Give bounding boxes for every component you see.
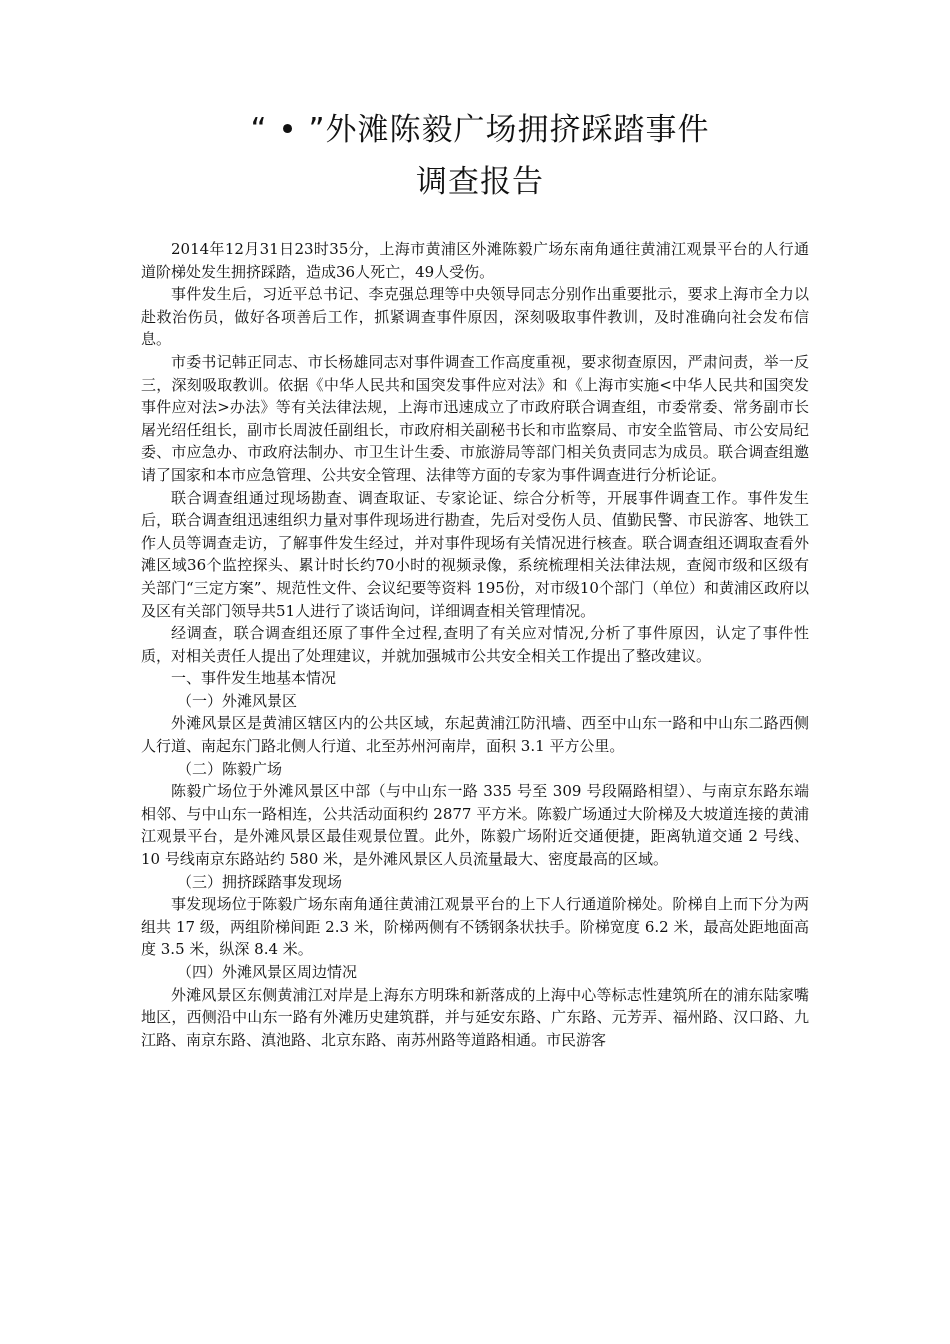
body-paragraph: 经调查，联合调查组还原了事件全过程,查明了有关应对情况,分析了事件原因，认定了事件性质，对相关责任人提出了处理建议，并就加强城市公共安全相关工作提出了整改建议。 [141,624,809,665]
subsection-heading: （一）外滩风景区 [177,691,298,710]
subsection-heading: （二）陈毅广场 [177,759,283,778]
body-paragraph: 事件发生后，习近平总书记、李克强总理等中央领导同志分别作出重要批示，要求上海市全力以赴救治伤员，做好各项善后工作，抓紧调查事件原因，深刻吸取事件教训，及时准确向社会发布信息。 [141,285,809,349]
body-paragraph: 陈毅广场位于外滩风景区中部（与中山东一路 335 号至 309 号段隔路相望）、与南京东路东端相邻、与中山东一路相连，公共活动面积约 2877 平方米。陈毅广场通过大阶梯及大坡道连接的黄浦江观景平台，是外滩风景区最佳观景位置。此外，陈毅广场附近交通便捷，距离轨道交通 2 号线、10 号线南京东路站约 580 米，是外滩风景区人员流量最大、密度最高的区域。 [141,782,809,869]
document-body [141,238,809,1051]
body-paragraph: 2014年12月31日23时35分，上海市黄浦区外滩陈毅广场东南角通往黄浦江观景平台的人行通道阶梯处发生拥挤踩踏，造成36人死亡，49人受伤。 [141,240,809,281]
body-paragraph: 外滩风景区是黄浦区辖区内的公共区域，东起黄浦江防汛墙、西至中山东一路和中山东二路西侧人行道、南起东门路北侧人行道、北至苏州河南岸，面积 3.1 平方公里。 [141,714,809,756]
subsection-heading: （四）外滩风景区周边情况 [177,963,358,981]
body-paragraph: 外滩风景区东侧黄浦江对岸是上海东方明珠和新落成的上海中心等标志性建筑所在的浦东陆家嘴地区，西侧沿中山东一路有外滩历史建筑群，并与延安东路、广东路、元芳弄、福州路、汉口路、九江路、南京东路、滇池路、北京东路、南苏州路等道路相通。市民游客 [141,985,809,1049]
body-paragraph: 市委书记韩正同志、市长杨雄同志对事件调查工作高度重视，要求彻查原因，严肃问责，举一反三，深刻吸取教训。依据《中华人民共和国突发事件应对法》和《上海市实施<中华人民共和国突发事件应对法>办法》等有关法律法规，上海市迅速成立了市政府联合调查组，市委常委、常务副市长屠光绍任组长，副市长周波任副组长，市政府相关副秘书长和市监察局、市安全监管局、市公安局纪委、市应急办、市政府法制办、市卫生计生委、市旅游局等部门相关负责同志为成员。联合调查组邀请了国家和本市应急管理、公共安全管理、法律等方面的专家为事件调查进行分析论证。 [141,352,809,484]
document-title-line2: 调查报告 [416,164,544,200]
document-title-line1: “ • ”外滩陈毅广场拥挤踩踏事件 [250,112,710,148]
subsection-heading: （三）拥挤踩踏事发现场 [177,872,343,891]
section-heading: 一、事件发生地基本情况 [171,669,337,688]
body-paragraph: 事发现场位于陈毅广场东南角通往黄浦江观景平台的上下人行通道阶梯处。阶梯自上而下分为两组共 17 级，两组阶梯间距 2.3 米，阶梯两侧有不锈钢条状扶手。阶梯宽度 6.2 米，最高处距地面高度 3.5 米，纵深 8.4 米。 [141,895,809,959]
body-paragraph: 联合调查组通过现场勘查、调查取证、专家论证、综合分析等，开展事件调查工作。事件发生后，联合调查组迅速组织力量对事件现场进行勘查，先后对受伤人员、值勤民警、市民游客、地铁工作人员等调查走访，了解事件发生经过，并对事件现场有关情况进行核查。联合调查组还调取查看外滩区域36个监控探头、累计时长约70小时的视频录像，系统梳理相关法律法规，查阅市级和区级有关部门“三定方案”、规范性文件、会议纪要等资料 195份，对市级10个部门（单位）和黄浦区政府以及区有关部门领导共51人进行了谈话询问，详细调查相关管理情况。 [141,488,809,620]
